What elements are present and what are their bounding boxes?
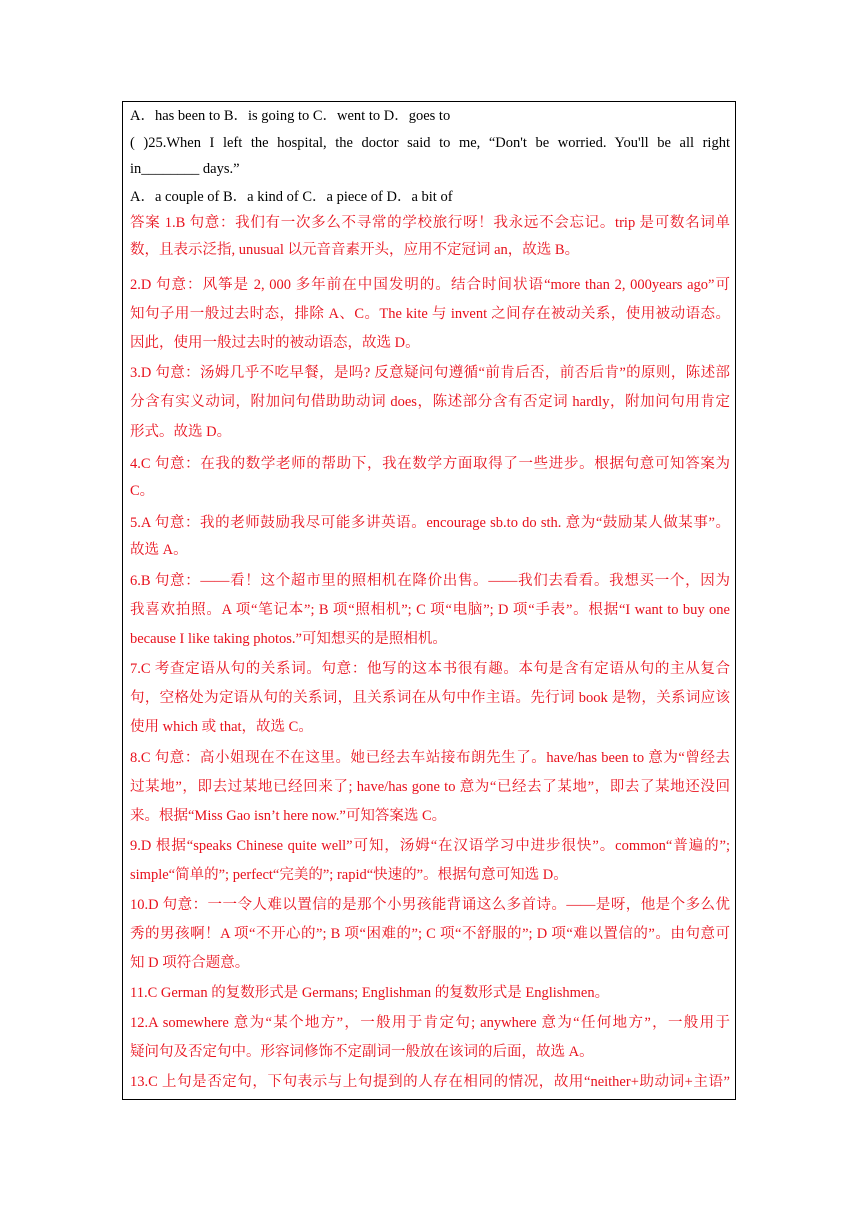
q25-question: ( )25.When I left the hospital, the doctor said to me, “Don't be worried. You'll be all right [130, 135, 730, 151]
answer-line: 8.C 句意：高小姐现在不在这里。她已经去车站接布朗先生了。have/has been to 意为“曾经去 [130, 750, 730, 766]
answer-line: 9.D 根据“speaks Chinese quite well”可知，汤姆“在汉语学习中进步很快”。common“普遍的”; [130, 838, 730, 854]
answer-line: 形式。故选 D。 [130, 424, 232, 440]
answer-line: 我喜欢拍照。A 项“笔记本”; B 项“照相机”; C 项“电脑”; D 项“手表”。根据“I want to buy one [130, 602, 730, 618]
answer-line: 知句子用一般过去时态，排除 A、C。The kite 与 invent 之间存在被动关系，使用被动语态。 [130, 306, 730, 322]
answer-line: because I like taking photos.”可知想买的是照相机。 [130, 631, 447, 647]
q25-options: A．a couple of B．a kind of C．a piece of D．a bit of [130, 189, 453, 205]
answer-line: 12.A somewhere 意为“某个地方”，一般用于肯定句; anywhere 意为“任何地方”，一般用于 [130, 1015, 730, 1031]
answer-line: 过某地”，即去过某地已经回来了; have/has gone to 意为“已经去了某地”，即去了某地还没回 [130, 779, 730, 795]
answer-line: 答案 1.B 句意：我们有一次多么不寻常的学校旅行呀！我永远不会忘记。trip 是可数名词单 [130, 215, 730, 231]
answer-line: 使用 which 或 that，故选 C。 [130, 719, 313, 735]
answer-line: simple“简单的”; perfect“完美的”; rapid“快速的”。根据句意可知选 D。 [130, 867, 568, 883]
q25-question-continued: in________ days.” [130, 161, 240, 177]
answer-line: 2.D 句意：风筝是 2, 000 多年前在中国发明的。结合时间状语“more than 2, 000years ago”可 [130, 277, 730, 293]
answer-line: 故选 A。 [130, 542, 188, 558]
answer-line: C。 [130, 483, 155, 499]
answer-line: 疑问句及否定句中。形容词修饰不定副词一般放在该词的后面，故选 A。 [130, 1044, 594, 1060]
answer-line: 6.B 句意：——看！这个超市里的照相机在降价出售。——我们去看看。我想买一个，因为 [130, 573, 730, 589]
answer-line: 4.C 句意：在我的数学老师的帮助下，我在数学方面取得了一些进步。根据句意可知答案为 [130, 456, 730, 472]
answer-line: 因此，使用一般过去时的被动语态，故选 D。 [130, 335, 420, 351]
answer-line: 分含有实义动词，附加问句借助助动词 does，陈述部分含有否定词 hardly，附加问句用肯定 [130, 394, 730, 410]
answer-line: 数，且表示泛指, unusual 以元音音素开头，应用不定冠词 an，故选 B。 [130, 242, 580, 258]
answer-line: 5.A 句意：我的老师鼓励我尽可能多讲英语。encourage sb.to do sth. 意为“鼓励某人做某事”。 [130, 515, 730, 531]
answer-line: 秀的男孩啊！A 项“不开心的”; B 项“困难的”; C 项“不舒服的”; D 项“难以置信的”。由句意可 [130, 926, 730, 942]
answer-line: 10.D 句意：一一令人难以置信的是那个小男孩能背诵这么多首诗。——是呀，他是个多么优 [130, 897, 730, 913]
q24-options: A．has been to B．is going to C．went to D．goes to [130, 108, 451, 124]
answer-line: 知 D 项符合题意。 [130, 955, 250, 971]
answer-line: 3.D 句意：汤姆几乎不吃早餐，是吗? 反意疑问句遵循“前肯后否，前否后肯”的原则，陈述部 [130, 365, 730, 381]
answer-line: 句，空格处为定语从句的关系词，且关系词在从句中作主语。先行词 book 是物，关系词应该 [130, 690, 730, 706]
answer-line: 来。根据“Miss Gao isn’t here now.”可知答案选 C。 [130, 808, 447, 824]
answer-line: 13.C 上句是否定句，下句表示与上句提到的人存在相同的情况，故用“neither+助动词+主语” [130, 1074, 730, 1090]
answer-line: 7.C 考查定语从句的关系词。句意：他写的这本书很有趣。本句是含有定语从句的主从复合 [130, 661, 730, 677]
answer-line: 11.C German 的复数形式是 Germans; Englishman 的复数形式是 Englishmen。 [130, 985, 610, 1001]
